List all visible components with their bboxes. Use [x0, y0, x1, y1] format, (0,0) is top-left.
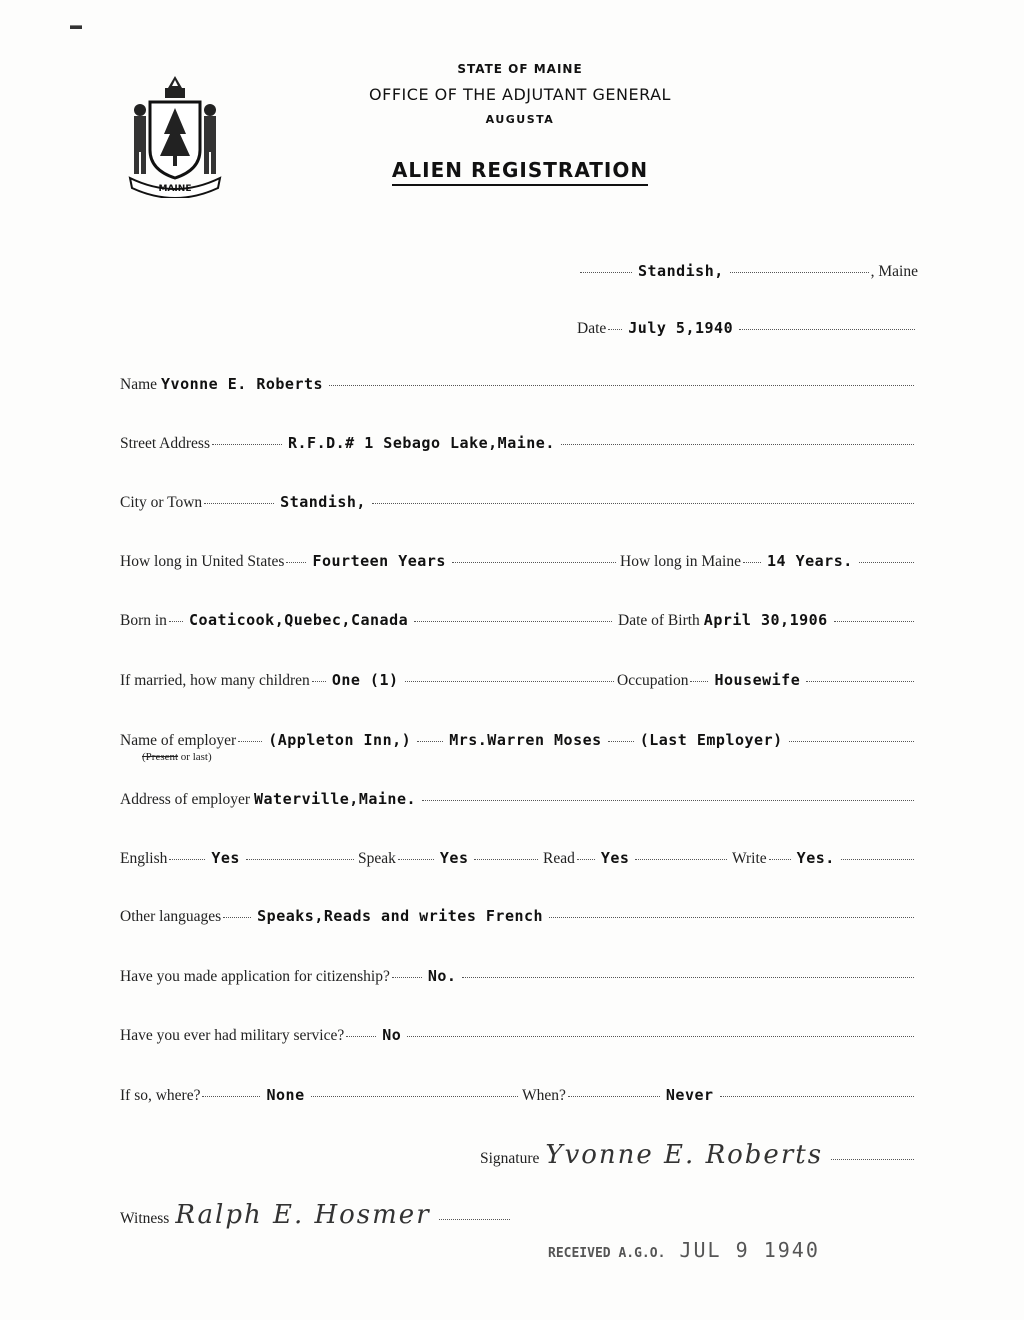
- military-value[interactable]: No: [382, 1026, 402, 1044]
- citizenship-value[interactable]: No.: [427, 967, 457, 985]
- employer-address-value[interactable]: Waterville,Maine.: [254, 790, 417, 808]
- street-label: Street Address: [120, 435, 210, 452]
- place-suffix: , Maine: [870, 263, 918, 280]
- when-label: When?: [522, 1087, 566, 1104]
- other-languages-value[interactable]: Speaks,Reads and writes French: [257, 907, 544, 925]
- children-label: If married, how many children: [120, 672, 310, 689]
- date-value[interactable]: July 5,1940: [628, 319, 734, 337]
- write-row: [732, 849, 916, 871]
- citizenship-row: [120, 967, 916, 989]
- read-label: Read: [543, 850, 575, 867]
- employer-value-3[interactable]: (Last Employer): [639, 731, 783, 749]
- occupation-row: [617, 671, 916, 693]
- employer-note: (Present or last): [142, 751, 212, 763]
- other-languages-row: [120, 907, 916, 929]
- read-row: [543, 849, 729, 871]
- how-long-maine-label: How long in Maine: [620, 553, 741, 570]
- place-row: [578, 262, 918, 284]
- english-value[interactable]: Yes: [211, 849, 240, 867]
- received-stamp: RECEIVED A.G.O. JUL 9 1940: [548, 1238, 820, 1262]
- born-row: [120, 611, 614, 633]
- write-label: Write: [732, 850, 767, 867]
- name-value[interactable]: Yvonne E. Roberts: [161, 375, 324, 393]
- scan-mark: ▬: [70, 18, 82, 32]
- citizenship-label: Have you made application for citizenship?: [120, 968, 390, 985]
- employer-label: Name of employer: [120, 732, 237, 749]
- witness-signature[interactable]: Ralph E. Hosmer: [175, 1200, 431, 1230]
- military-row: [120, 1026, 916, 1048]
- how-long-us-value[interactable]: Fourteen Years: [312, 552, 446, 570]
- maine-state-seal-icon: [122, 74, 228, 198]
- name-label: Name: [120, 376, 158, 393]
- employer-value-2[interactable]: Mrs.Warren Moses: [449, 731, 602, 749]
- occupation-label: Occupation: [617, 672, 689, 689]
- when-value[interactable]: Never: [665, 1086, 714, 1104]
- where-value[interactable]: None: [266, 1086, 305, 1104]
- where-row: [120, 1086, 520, 1108]
- name-row: [120, 375, 916, 397]
- signature-row: [480, 1140, 916, 1174]
- svg-text:MAINE: MAINE: [158, 184, 192, 194]
- dob-value[interactable]: April 30,1906: [703, 611, 828, 629]
- city-row: [120, 493, 916, 515]
- english-row: [120, 849, 356, 871]
- dob-label: Date of Birth: [618, 612, 700, 629]
- where-label: If so, where?: [120, 1087, 201, 1104]
- form-title: ALIEN REGISTRATION: [300, 158, 740, 182]
- state-heading: STATE OF MAINE: [457, 62, 583, 76]
- speak-label: Speak: [358, 850, 396, 867]
- how-long-maine-value[interactable]: 14 Years.: [766, 552, 853, 570]
- how-long-us-label: How long in United States: [120, 553, 285, 570]
- speak-row: [358, 849, 540, 871]
- speak-value[interactable]: Yes: [439, 849, 469, 867]
- children-value[interactable]: One (1): [331, 671, 399, 689]
- city-heading: AUGUSTA: [485, 113, 555, 126]
- street-row: [120, 434, 916, 456]
- employer-address-row: [120, 790, 916, 812]
- how-long-maine-row: [620, 552, 916, 574]
- employer-value-1[interactable]: (Appleton Inn,): [268, 731, 412, 749]
- witness-label: Witness: [120, 1210, 170, 1227]
- how-long-us-row: [120, 552, 618, 574]
- military-label: Have you ever had military service?: [120, 1027, 345, 1044]
- city-value[interactable]: Standish,: [280, 493, 366, 511]
- occupation-value[interactable]: Housewife: [714, 671, 801, 689]
- when-row: [522, 1086, 916, 1108]
- date-label: Date: [577, 320, 607, 337]
- children-row: [120, 671, 616, 693]
- employer-row: [120, 731, 916, 753]
- signature-label: Signature: [480, 1150, 540, 1167]
- born-value[interactable]: Coaticook,Quebec,Canada: [188, 611, 409, 629]
- street-value[interactable]: R.F.D.# 1 Sebago Lake,Maine.: [287, 434, 555, 452]
- city-label: City or Town: [120, 494, 203, 511]
- english-label: English: [120, 850, 168, 867]
- employer-address-label: Address of employer: [120, 791, 250, 808]
- date-row: [577, 319, 917, 341]
- signature-value[interactable]: Yvonne E. Roberts: [545, 1140, 824, 1170]
- dob-row: [618, 611, 916, 633]
- office-heading: OFFICE OF THE ADJUTANT GENERAL: [369, 85, 671, 104]
- other-languages-label: Other languages: [120, 908, 222, 925]
- place-value[interactable]: Standish,: [638, 262, 724, 280]
- born-label: Born in: [120, 612, 167, 629]
- write-value[interactable]: Yes.: [796, 849, 835, 867]
- witness-row: [120, 1200, 512, 1234]
- read-value[interactable]: Yes: [600, 849, 630, 867]
